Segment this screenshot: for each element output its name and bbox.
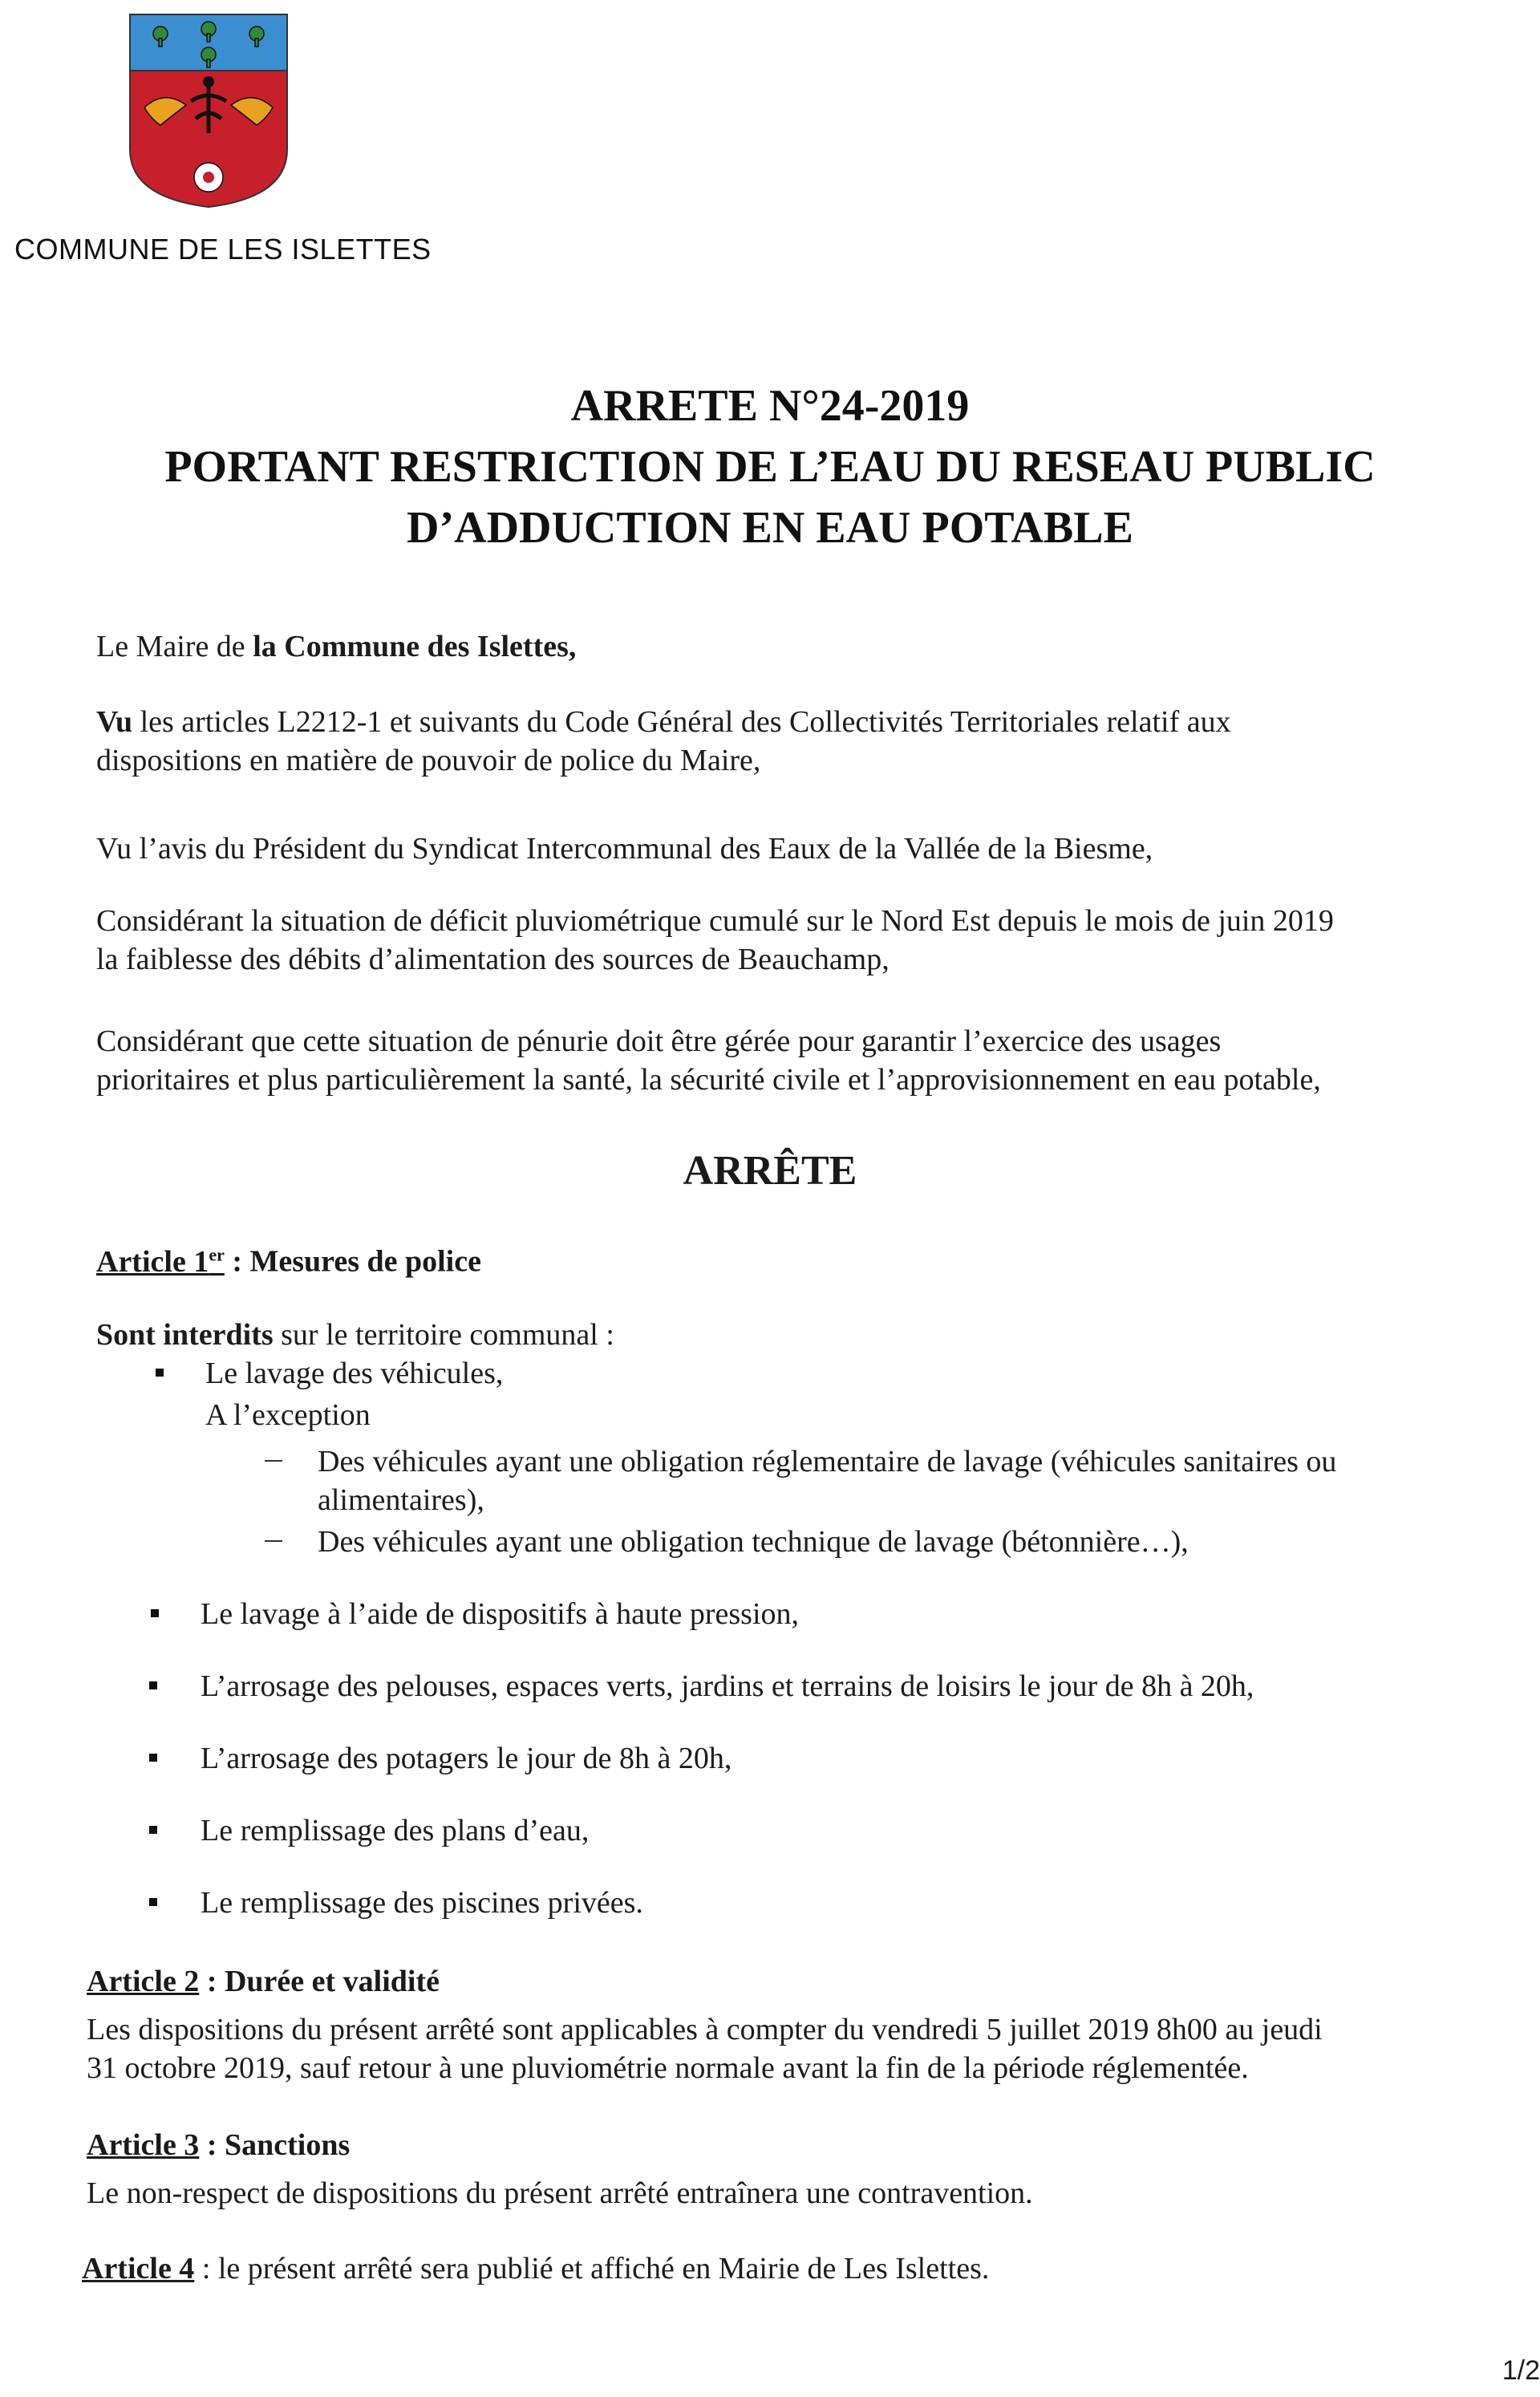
- article-3-heading: [87, 2126, 350, 2164]
- title-line-2: PORTANT RESTRICTION DE L’EAU DU RESEAU PUBLIC: [164, 442, 1376, 492]
- page-number: 1/2: [1502, 2355, 1540, 2386]
- article-3-body: Le non-respect de dispositions du présent arrêté entraînera une contravention.: [87, 2176, 1033, 2210]
- article-4-label: Article 4: [82, 2252, 195, 2285]
- preamble-considerant-1: [96, 902, 1540, 979]
- article-1-heading: [96, 1235, 1540, 1281]
- vu-1-line-1: les articles L2212-1 et suivants du Code Général des Collectivités Territoriales relatif aux: [132, 705, 1231, 739]
- article-2-body: [87, 2010, 1323, 2087]
- article-4-text: : le présent arrêté sera publié et affiché en Mairie de Les Islettes.: [194, 2252, 990, 2285]
- bullet-icon: [149, 1898, 157, 1906]
- article-1-intro-rest: sur le territoire communal :: [273, 1318, 614, 1352]
- arrete-heading: ARRÊTE: [683, 1148, 857, 1194]
- article-1-sub-1-line-2: alimentaires),: [318, 1483, 484, 1517]
- dash-icon: [265, 1460, 282, 1462]
- bullet-icon: [149, 1826, 157, 1834]
- bullet-icon: [149, 1754, 157, 1762]
- article-2-title: : Durée et validité: [199, 1965, 440, 1998]
- article-1-item-4: L’arrosage des potagers le jour de 8h à 20h,: [201, 1742, 732, 1775]
- document-title: [0, 375, 1540, 558]
- article-2-line-2: 31 octobre 2019, sauf retour à une pluviométrie normale avant la fin de la période réglementée.: [87, 2051, 1249, 2085]
- commune-label: COMMUNE DE LES ISLETTES: [14, 233, 432, 266]
- preamble-vu-1: [96, 703, 1540, 780]
- article-2-line-1: Les dispositions du présent arrêté sont applicables à compter du vendredi 5 juillet 2019 8h00 au jeudi: [87, 2013, 1323, 2046]
- title-line-1: ARRETE N°24-2019: [570, 381, 970, 431]
- bullet-icon: [156, 1369, 164, 1377]
- considerant-1-line-2: la faiblesse des débits d’alimentation des sources de Beauchamp,: [96, 943, 890, 976]
- article-1-intro-bold: Sont interdits: [96, 1318, 274, 1352]
- preamble-considerant-2: [96, 1022, 1540, 1099]
- article-1-title: : Mesures de police: [224, 1244, 481, 1279]
- vu-1-label: Vu: [96, 705, 133, 739]
- article-1-sub-1-line-1: Des véhicules ayant une obligation réglementaire de lavage (véhicules sanitaires ou: [318, 1445, 1337, 1478]
- article-1-sub-1: [318, 1442, 1336, 1519]
- article-1-intro: [96, 1316, 1540, 1354]
- article-2-label: Article 2: [87, 1965, 200, 1998]
- vu-1-line-2: dispositions en matière de pouvoir de police du Maire,: [96, 744, 761, 777]
- article-1-label-main: Article 1: [96, 1244, 209, 1279]
- maire-prefix: Le Maire de: [96, 630, 253, 663]
- article-4: [82, 2249, 989, 2288]
- article-1-sub-2: Des véhicules ayant une obligation technique de lavage (bétonnière…),: [318, 1525, 1189, 1559]
- article-1-label-sup: er: [209, 1244, 225, 1264]
- considerant-2-line-2: prioritaires et plus particulièrement la santé, la sécurité civile et l’approvisionnement en eau potable,: [96, 1063, 1321, 1097]
- bullet-icon: [151, 1609, 159, 1617]
- considerant-2-line-1: Considérant que cette situation de pénurie doit être gérée pour garantir l’exercice des usages: [96, 1024, 1222, 1058]
- article-1-item-3: L’arrosage des pelouses, espaces verts, jardins et terrains de loisirs le jour de 8h à 20h,: [201, 1669, 1254, 1703]
- article-1-item-5: Le remplissage des plans d’eau,: [201, 1814, 590, 1847]
- preamble-maire: [96, 627, 1540, 666]
- article-1-item-6: Le remplissage des piscines privées.: [201, 1886, 643, 1920]
- article-1-label: [96, 1245, 225, 1279]
- bullet-icon: [149, 1681, 157, 1689]
- article-2-heading: [87, 1962, 440, 2001]
- article-3-title: : Sanctions: [199, 2128, 351, 2162]
- article-1-item-1: Le lavage des véhicules,: [205, 1357, 504, 1390]
- title-line-3: D’ADDUCTION EN EAU POTABLE: [407, 503, 1133, 553]
- dash-icon: [265, 1540, 282, 1542]
- article-1-item-1-exception: A l’exception: [205, 1398, 371, 1432]
- article-1-item-2: Le lavage à l’aide de dispositifs à haute pression,: [201, 1597, 800, 1631]
- considerant-1-line-1: Considérant la situation de déficit pluviométrique cumulé sur le Nord Est depuis le mois de juin 2019: [96, 904, 1334, 938]
- article-3-label: Article 3: [87, 2128, 200, 2162]
- preamble-vu-2: Vu l’avis du Président du Syndicat Intercommunal des Eaux de la Vallée de la Biesme,: [96, 832, 1153, 866]
- maire-commune: la Commune des Islettes,: [253, 630, 577, 663]
- commune-crest-logo: [128, 13, 289, 209]
